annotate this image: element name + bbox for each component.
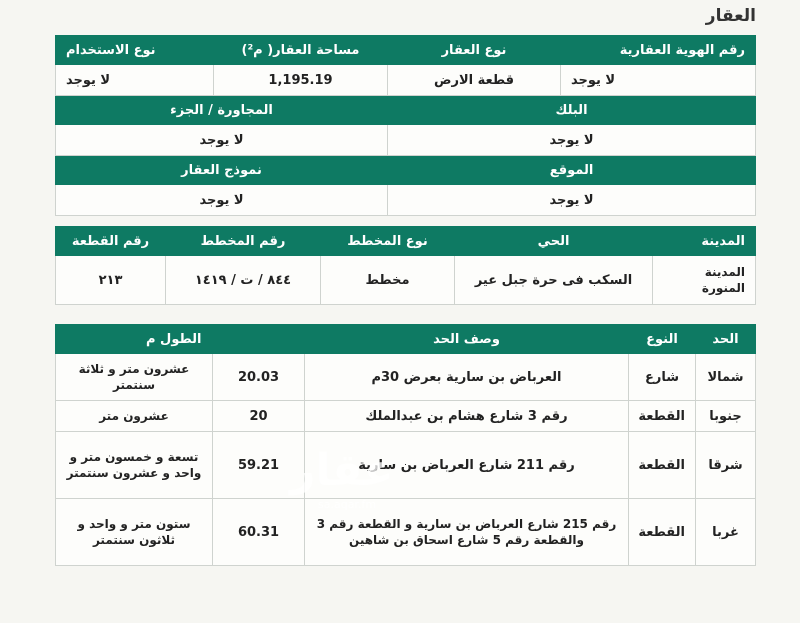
property-header-row-1 <box>56 36 756 65</box>
header-plan-type: نوع المخطط <box>321 227 455 256</box>
value-usage-type: لا يوجد <box>56 65 214 96</box>
value-plan-type: مخطط <box>321 256 455 305</box>
header-property-id: رقم الهوية العقارية <box>561 36 756 65</box>
value-location: لا يوجد <box>388 185 756 216</box>
header-property-model: نموذج العقار <box>56 156 388 185</box>
bound-description: العرباض بن سارية بعرض 30م <box>305 354 629 401</box>
value-parcel-number: ٢١٣ <box>56 256 166 305</box>
bound-length-text: عشرون متر و ثلاثة سنتمتر <box>56 354 213 401</box>
header-usage-type: نوع الاستخدام <box>56 36 214 65</box>
value-district: السكب فى حرة جبل عير <box>455 256 653 305</box>
property-header-row-2 <box>56 96 756 125</box>
value-property-type: قطعة الارض <box>388 65 561 96</box>
property-value-row-2 <box>56 125 756 156</box>
bounds-row <box>56 401 756 432</box>
bound-length: 60.31 <box>213 499 305 566</box>
header-city: المدينة <box>653 227 756 256</box>
header-plan-number: رقم المخطط <box>166 227 321 256</box>
plan-table <box>55 226 756 305</box>
header-property-area: مساحة العقار( م²) <box>214 36 388 65</box>
property-table <box>55 35 756 216</box>
header-length: الطول م <box>56 325 305 354</box>
value-block: لا يوجد <box>388 125 756 156</box>
bounds-header-row <box>56 325 756 354</box>
bound-type: القطعة <box>629 432 696 499</box>
watermark-logo: عقار <box>290 445 394 496</box>
bound-side: غربا <box>696 499 756 566</box>
property-value-row-1 <box>56 65 756 96</box>
property-header-row-3 <box>56 156 756 185</box>
bounds-row <box>56 432 756 499</box>
header-description: وصف الحد <box>305 325 629 354</box>
bound-length-text: تسعة و خمسون متر و واحد و عشرون سنتمتر <box>56 432 213 499</box>
bound-description: رقم 3 شارع هشام بن عبدالملك <box>305 401 629 432</box>
value-property-model: لا يوجد <box>56 185 388 216</box>
header-location: الموقع <box>388 156 756 185</box>
header-district: الحي <box>455 227 653 256</box>
plan-value-row <box>56 256 756 305</box>
bound-side: شرقا <box>696 432 756 499</box>
watermark-site: sa.aqar.fm <box>318 498 377 511</box>
bound-length-text: ستون متر و واحد و ثلاثون سنتمتر <box>56 499 213 566</box>
bound-side: شمالا <box>696 354 756 401</box>
value-plan-number: ٨٤٤ / ت / ١٤١٩ <box>166 256 321 305</box>
bounds-row <box>56 354 756 401</box>
section-title: العقار <box>705 6 756 26</box>
value-neighborhood-part: لا يوجد <box>56 125 388 156</box>
header-side: الحد <box>696 325 756 354</box>
bound-description: رقم 215 شارع العرباض بن سارية و القطعة رقم 3 والقطعة رقم 5 شارع اسحاق بن شاهين <box>305 499 629 566</box>
header-type: النوع <box>629 325 696 354</box>
value-property-area: 1,195.19 <box>214 65 388 96</box>
bound-length-text: عشرون متر <box>56 401 213 432</box>
bound-side: جنوبا <box>696 401 756 432</box>
property-value-row-3 <box>56 185 756 216</box>
bound-type: القطعة <box>629 401 696 432</box>
bound-type: القطعة <box>629 499 696 566</box>
header-parcel-number: رقم القطعة <box>56 227 166 256</box>
bounds-row <box>56 499 756 566</box>
bounds-table <box>55 324 756 566</box>
plan-header-row <box>56 227 756 256</box>
bound-length: 20 <box>213 401 305 432</box>
bound-length: 59.21 <box>213 432 305 499</box>
bound-length: 20.03 <box>213 354 305 401</box>
header-neighborhood-part: المجاورة / الجزء <box>56 96 388 125</box>
value-property-id: لا يوجد <box>561 65 756 96</box>
header-property-type: نوع العقار <box>388 36 561 65</box>
header-block: البلك <box>388 96 756 125</box>
bound-description: رقم 211 شارع العرباض بن سارية <box>305 432 629 499</box>
bound-type: شارع <box>629 354 696 401</box>
value-city: المدينة المنورة <box>653 256 756 305</box>
